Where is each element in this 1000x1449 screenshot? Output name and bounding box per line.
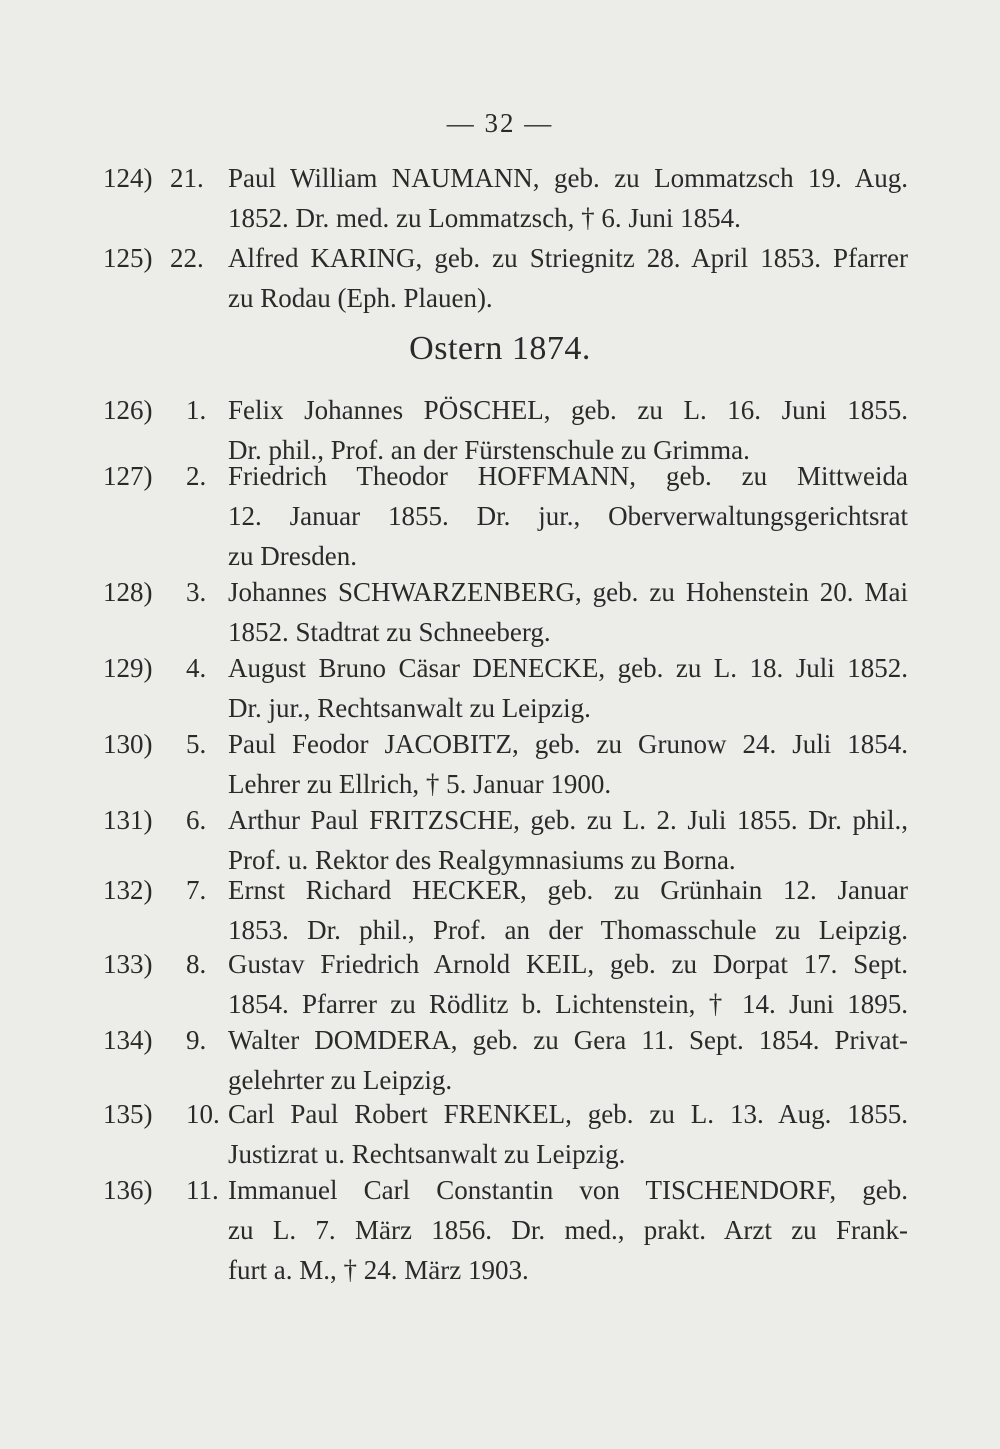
entry-number: 136) xyxy=(103,1175,153,1205)
entry-text xyxy=(228,572,908,652)
entry-subnumber: 22. xyxy=(170,243,204,273)
entry-line: 12. Januar 1855. Dr. jur., Oberverwaltungsgerichtsrat xyxy=(228,501,908,531)
entry-line: zu Dresden. xyxy=(228,541,357,571)
entry-line: 1853. Dr. phil., Prof. an der Thomasschule zu Leipzig. xyxy=(228,915,908,945)
entry-line: Ernst Richard HECKER, geb. zu Grünhain 12. Januar xyxy=(228,875,908,905)
entry-number: 129) xyxy=(103,653,153,683)
entry-number: 131) xyxy=(103,805,153,835)
entry-line: furt a. M., † 24. März 1903. xyxy=(228,1255,529,1285)
entry-line: Paul William NAUMANN, geb. zu Lommatzsch 19. Aug. xyxy=(228,163,908,193)
entry-line: Dr. phil., Prof. an der Fürstenschule zu Grimma. xyxy=(228,435,750,465)
entry-subnumber: 2. xyxy=(186,461,207,491)
entry-line: Justizrat u. Rechtsanwalt zu Leipzig. xyxy=(228,1139,626,1169)
entry-subnumber: 1. xyxy=(186,395,207,425)
entry-line: Prof. u. Rektor des Realgymnasiums zu Borna. xyxy=(228,845,736,875)
entry-line: Felix Johannes PÖSCHEL, geb. zu L. 16. Juni 1855. xyxy=(228,395,908,425)
entry-number: 124) xyxy=(103,163,153,193)
entry-text xyxy=(228,158,908,238)
entry-subnumber: 6. xyxy=(186,805,207,835)
entry-line: 1854. Pfarrer zu Rödlitz b. Lichtenstein, † 14. Juni 1895. xyxy=(228,989,908,1019)
entry-text xyxy=(228,1094,908,1174)
entry-text xyxy=(228,944,908,1024)
entry-subnumber: 5. xyxy=(186,729,207,759)
entry-line: Dr. jur., Rechtsanwalt zu Leipzig. xyxy=(228,693,591,723)
entry-subnumber: 11. xyxy=(186,1175,219,1205)
entry-subnumber: 9. xyxy=(186,1025,207,1055)
entry-line: Walter DOMDERA, geb. zu Gera 11. Sept. 1854. Privat- xyxy=(228,1025,908,1055)
entry-line: Immanuel Carl Constantin von TISCHENDORF, geb. xyxy=(228,1175,908,1205)
entry-line: Carl Paul Robert FRENKEL, geb. zu L. 13. Aug. 1855. xyxy=(228,1099,908,1129)
entry-line: zu L. 7. März 1856. Dr. med., prakt. Arzt zu Frank- xyxy=(228,1215,908,1245)
entry-line: Alfred KARING, geb. zu Striegnitz 28. April 1853. Pfarrer xyxy=(228,243,908,273)
entry-line: Paul Feodor JACOBITZ, geb. zu Grunow 24. Juli 1854. xyxy=(228,729,908,759)
page-number: — 32 — xyxy=(446,108,554,138)
entry-line: Friedrich Theodor HOFFMANN, geb. zu Mittweida xyxy=(228,461,908,491)
entry-subnumber: 4. xyxy=(186,653,207,683)
entry-line: Johannes SCHWARZENBERG, geb. zu Hohenstein 20. Mai xyxy=(228,577,908,607)
entry-subnumber: 21. xyxy=(170,163,204,193)
entry-line: 1852. Stadtrat zu Schneeberg. xyxy=(228,617,551,647)
entry-subnumber: 10. xyxy=(186,1099,220,1129)
entry-line: 1852. Dr. med. zu Lommatzsch, † 6. Juni 1854. xyxy=(228,203,741,233)
entry-line: Lehrer zu Ellrich, † 5. Januar 1900. xyxy=(228,769,612,799)
entry-line: August Bruno Cäsar DENECKE, geb. zu L. 18. Juli 1852. xyxy=(228,653,908,683)
entry-number: 133) xyxy=(103,949,153,979)
entry-text xyxy=(228,456,908,576)
entry-number: 130) xyxy=(103,729,153,759)
entry-text xyxy=(228,724,908,804)
entry-number: 128) xyxy=(103,577,153,607)
entry-text xyxy=(228,1170,908,1290)
entry-subnumber: 7. xyxy=(186,875,207,905)
entry-number: 135) xyxy=(103,1099,153,1129)
entry-number: 132) xyxy=(103,875,153,905)
entry-text xyxy=(228,870,908,950)
entry-number: 125) xyxy=(103,243,153,273)
entry-text xyxy=(228,238,908,318)
entry-line: Arthur Paul FRITZSCHE, geb. zu L. 2. Juli 1855. Dr. phil., xyxy=(228,805,908,835)
entry-number: 127) xyxy=(103,461,153,491)
entry-number: 126) xyxy=(103,395,153,425)
entry-line: zu Rodau (Eph. Plauen). xyxy=(228,283,493,313)
section-heading: Ostern 1874. xyxy=(409,330,591,367)
entry-number: 134) xyxy=(103,1025,153,1055)
entry-text xyxy=(228,800,908,880)
entry-subnumber: 8. xyxy=(186,949,207,979)
entry-text xyxy=(228,648,908,728)
entry-text xyxy=(228,1020,908,1100)
entry-line: Gustav Friedrich Arnold KEIL, geb. zu Dorpat 17. Sept. xyxy=(228,949,908,979)
entry-subnumber: 3. xyxy=(186,577,207,607)
entry-line: gelehrter zu Leipzig. xyxy=(228,1065,453,1095)
